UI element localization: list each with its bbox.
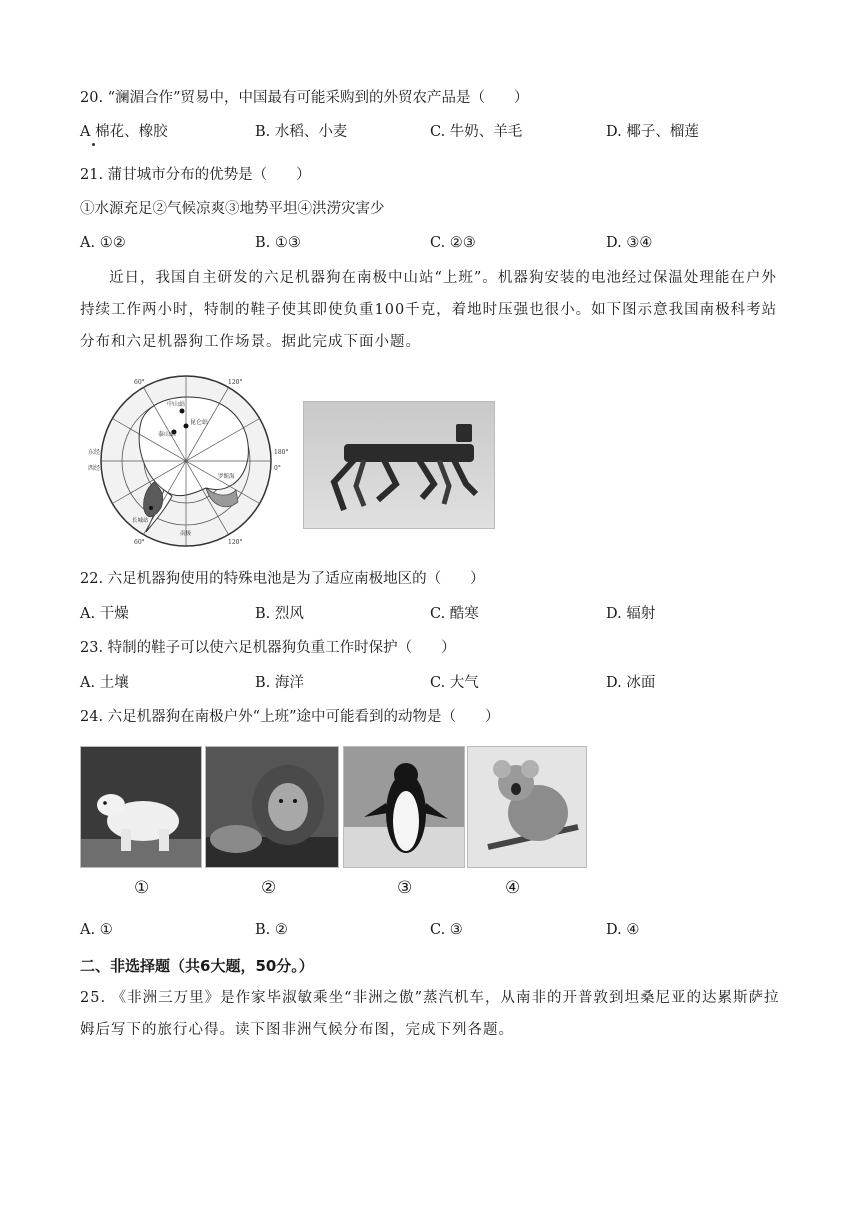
- q20-stem: 20. “澜湄合作”贸易中，中国最有可能采购到的外贸农产品是（ ）: [80, 90, 529, 106]
- lon-120-label: 120°: [228, 379, 243, 386]
- q20-option-a: A 棉花、橡胶: [80, 124, 168, 140]
- q21-option-b: B. ①③: [255, 235, 301, 251]
- antarctica-landmass: [139, 397, 248, 496]
- q23-stem: 23. 特制的鞋子可以使六足机器狗负重工作时保护（ ）: [80, 640, 456, 656]
- q23-option-d: D. 冰面: [606, 675, 656, 691]
- q21-conditions: ①水源充足②气候凉爽③地势平坦④洪涝灾害少: [80, 201, 385, 217]
- animal-label-2: ②: [261, 878, 277, 898]
- q20-option-b: B. 水稻、小麦: [255, 124, 348, 140]
- robot-dog-photo: [303, 401, 495, 529]
- animal-label-4: ④: [505, 878, 521, 898]
- q23-option-a: A. 土壤: [80, 675, 129, 691]
- lion-photo: [205, 746, 339, 868]
- luosi-label: 罗斯海: [218, 474, 235, 480]
- east-label: 东经: [88, 449, 101, 456]
- q21-option-c: C. ②③: [430, 235, 476, 251]
- passage-text: 近日，我国自主研发的六足机器狗在南极中山站“上班”。机器狗安装的电池经过保温处理能在户外持续工作两小时，特制的鞋子使其即使负重100千克，着地时压强也很小。如下图示意我国南极科考站分布和六足机器狗工作场景。据此完成下面小题。: [80, 270, 778, 350]
- q22-option-b: B. 烈风: [255, 606, 304, 622]
- q20-option-d: D. 椰子、榴莲: [606, 124, 699, 140]
- stray-dot: [92, 143, 95, 146]
- lon-60-label: 60°: [134, 379, 145, 386]
- q20-option-c: C. 牛奶、羊毛: [430, 124, 523, 140]
- kunlun-station-marker: [184, 424, 189, 429]
- lon-120w-label: 120°: [228, 539, 243, 546]
- e180-label: 180°: [274, 449, 289, 456]
- section-2-heading: 二、非选择题（共6大题，50分。）: [80, 957, 314, 975]
- w0-label: 0°: [274, 465, 281, 472]
- lon-60w-label: 60°: [134, 539, 145, 546]
- kunlun-label: 昆仑站: [190, 419, 209, 426]
- south-label: 南极: [180, 531, 192, 537]
- q25-text: 25. 《非洲三万里》是作家毕淑敏乘坐“非洲之傲”蒸汽机车，从南非的开普敦到坦桑尼亚的达累斯萨拉姆后写下的旅行心得。读下图非洲气候分布图，完成下列各题。: [80, 990, 780, 1038]
- west-label: 西经: [88, 465, 101, 472]
- q24-option-b: B. ②: [255, 922, 288, 938]
- animal-label-3: ③: [397, 878, 413, 898]
- q22-option-d: D. 辐射: [606, 606, 656, 622]
- q23-option-c: C. 大气: [430, 675, 479, 691]
- changcheng-station-marker: [149, 506, 153, 510]
- q24-option-c: C. ③: [430, 922, 463, 938]
- animal-label-1: ①: [134, 878, 150, 898]
- q21-option-a: A. ①②: [80, 235, 126, 251]
- q21-stem: 21. 蒲甘城市分布的优势是（ ）: [80, 167, 311, 183]
- q23-option-b: B. 海洋: [255, 675, 304, 691]
- q24-option-d: D. ④: [606, 922, 640, 938]
- changcheng-label: 长城站: [132, 518, 149, 524]
- zhongshan-label: 中山站: [167, 401, 186, 408]
- taishan-label: 泰山站: [158, 431, 177, 438]
- q22-stem: 22. 六足机器狗使用的特殊电池是为了适应南极地区的（ ）: [80, 571, 485, 587]
- q21-option-d: D. ③④: [606, 235, 653, 251]
- polar-bear-photo: [80, 746, 202, 868]
- q24-option-a: A. ①: [80, 922, 113, 938]
- q22-option-c: C. 酷寒: [430, 606, 479, 622]
- antarctica-station-map: [86, 370, 291, 550]
- zhongshan-station-marker: [180, 409, 185, 414]
- q22-option-a: A. 干燥: [80, 606, 129, 622]
- q24-stem: 24. 六足机器狗在南极户外“上班”途中可能看到的动物是（ ）: [80, 709, 500, 725]
- penguin-photo: [343, 746, 465, 868]
- koala-photo: [467, 746, 587, 868]
